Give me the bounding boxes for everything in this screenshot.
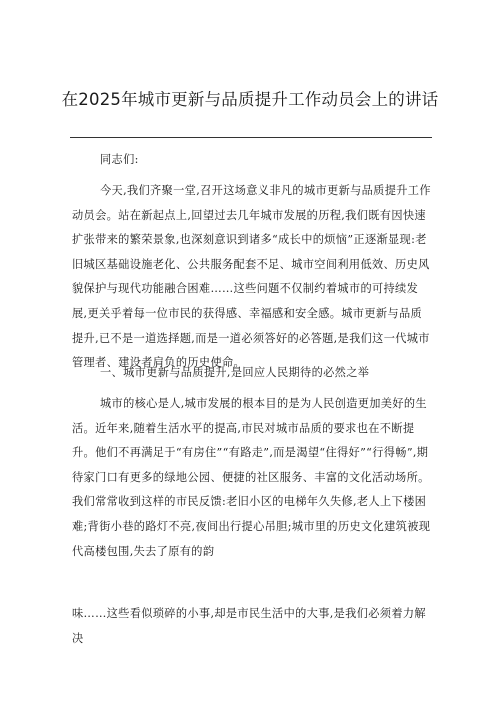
paragraph-section-1: 城市的核心是人,城市发展的根本目的是为人民创造更加美好的生活。近年来,随着生活水平的提高,市民对城市品质的要求也在不断提升。他们不再满足于“有房住”“有路走”,而是渴望“住得好”“行得畅”,期待家门口有更多的绿地公园、便捷的社区服务、丰富的文化活动场所。我们常常收到这样的市民反馈:老旧小区的电梯年久失修,老人上下楼困难;背街小巷的路灯不亮,夜间出行提心吊胆;城市里的历史文化建筑被现代高楼包围,失去了原有的韵 (72, 397, 431, 558)
paragraph-continued: 味……这些看似琐碎的小事,却是市民生活中的大事,是我们必须着力解决 (72, 607, 426, 645)
salutation: 同志们: (100, 153, 139, 166)
title-divider (70, 137, 432, 138)
document-title: 在2025年城市更新与品质提升工作动员会上的讲话 (61, 90, 439, 109)
section-heading-1: 一、城市更新与品质提升,是回应人民期待的必然之举 (100, 366, 370, 379)
paragraph-intro: 今天,我们齐聚一堂,召开这场意义非凡的城市更新与品质提升工作动员会。站在新起点上,回望过去几年城市发展的历程,我们既有因快速扩张带来的繁荣景象,也深刻意识到诸多“成长中的烦恼”正逐渐显现:老旧城区基础设施老化、公共服务配套不足、城市空间利用低效、历史风貌保护与现代功能融合困难……这些问题不仅制约着城市的可持续发展,更关乎着每一位市民的获得感、幸福感和安全感。城市更新与品质提升,已不是一道选择题,而是一道必须答好的必答题,是我们这一代城市管理者、建设者肩负的历史使命。 (72, 184, 431, 370)
